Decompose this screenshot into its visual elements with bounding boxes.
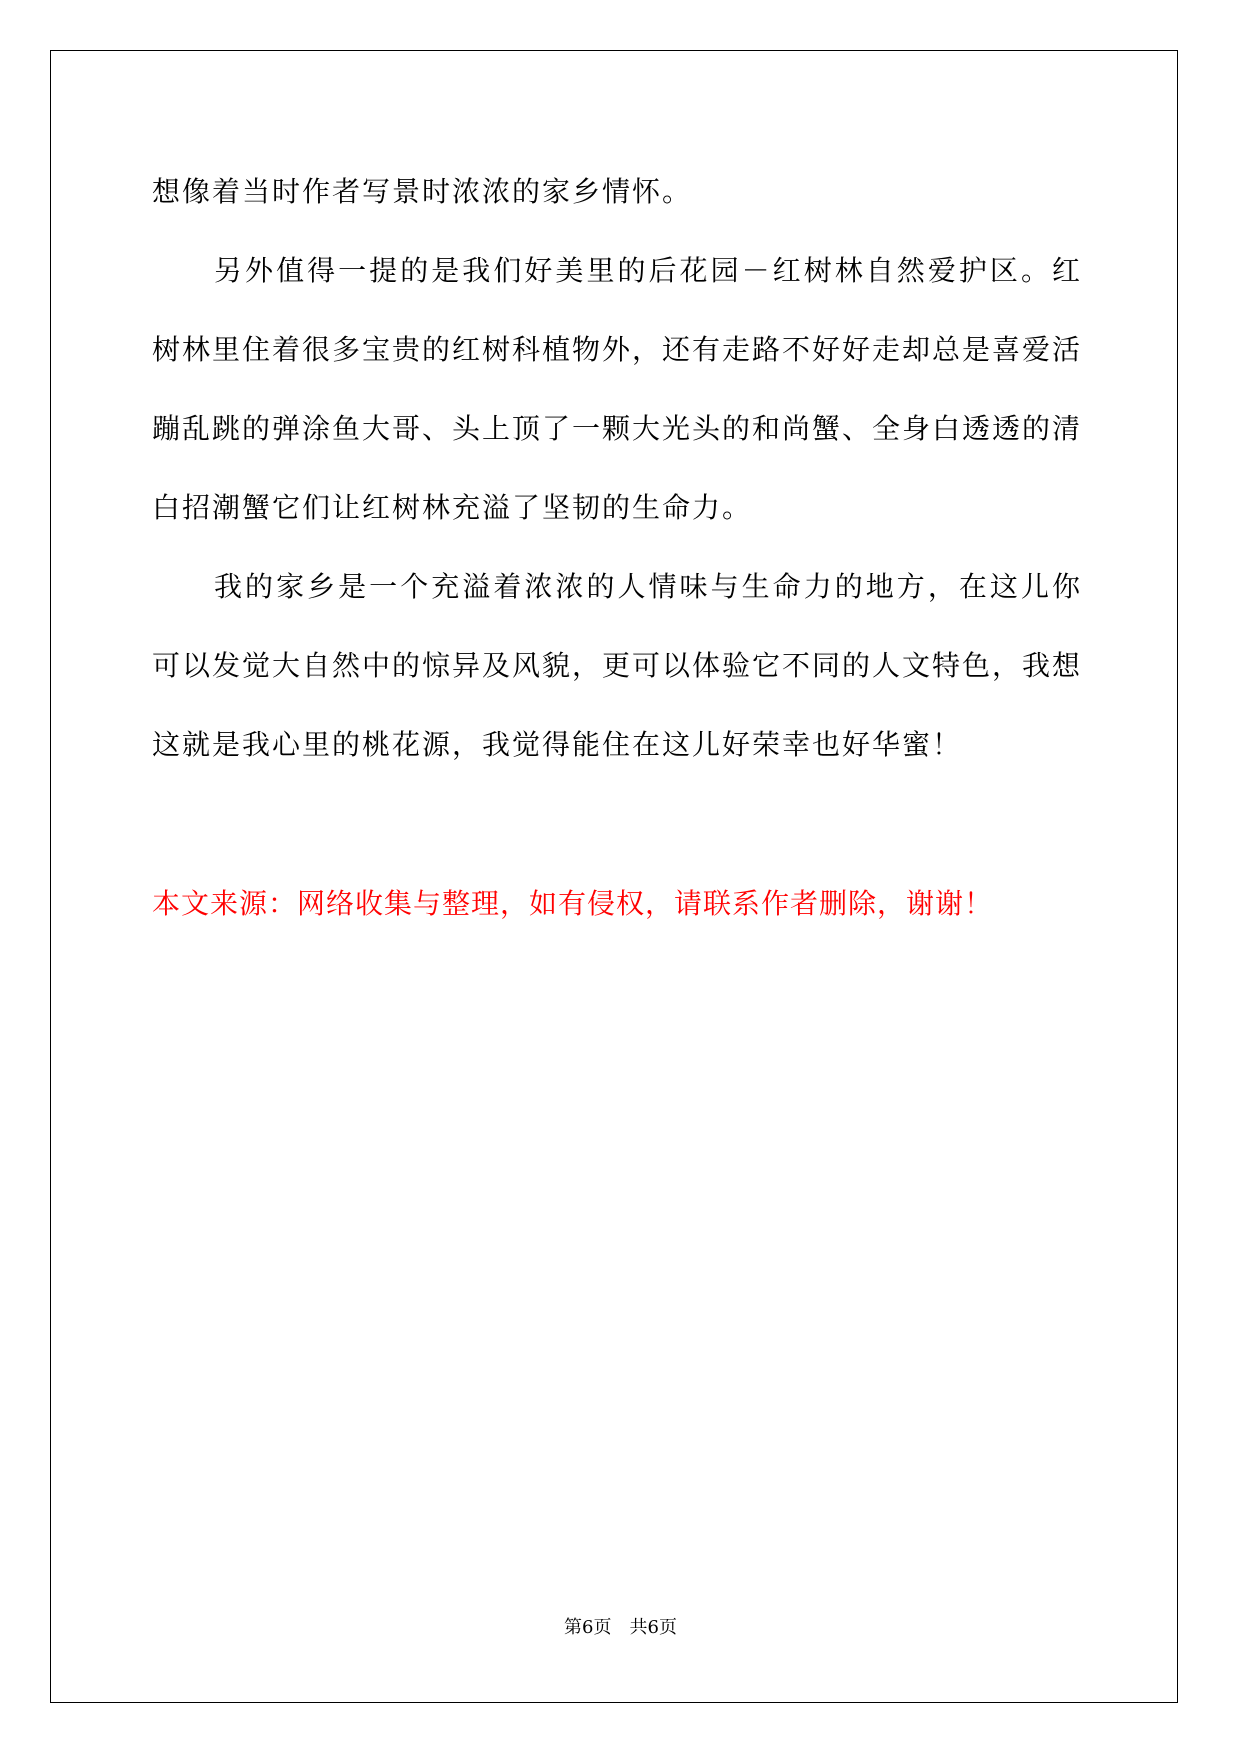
paragraph-2: 另外值得一提的是我们好美里的后花园－红树林自然爱护区。红树林里住着很多宝贵的红树科植物外，还有走路不好好走却总是喜爱活蹦乱跳的弹涂鱼大哥、头上顶了一颗大光头的和尚蟹、全身白透透的清白招潮蟹它们让红树林充溢了坚韧的生命力。: [152, 254, 1083, 524]
paragraph-1: 想像着当时作者写景时浓浓的家乡情怀。: [152, 175, 693, 208]
document-body: [152, 152, 1082, 784]
paragraph-3: 我的家乡是一个充溢着浓浓的人情味与生命力的地方，在这儿你可以发觉大自然中的惊异及风貌，更可以体验它不同的人文特色，我想这就是我心里的桃花源，我觉得能住在这儿好荣幸也好华蜜！: [152, 570, 1083, 761]
source-notice: 本文来源：网络收集与整理，如有侵权，请联系作者删除，谢谢！: [152, 887, 994, 920]
page-footer: 第6页 共6页: [564, 1617, 677, 1638]
